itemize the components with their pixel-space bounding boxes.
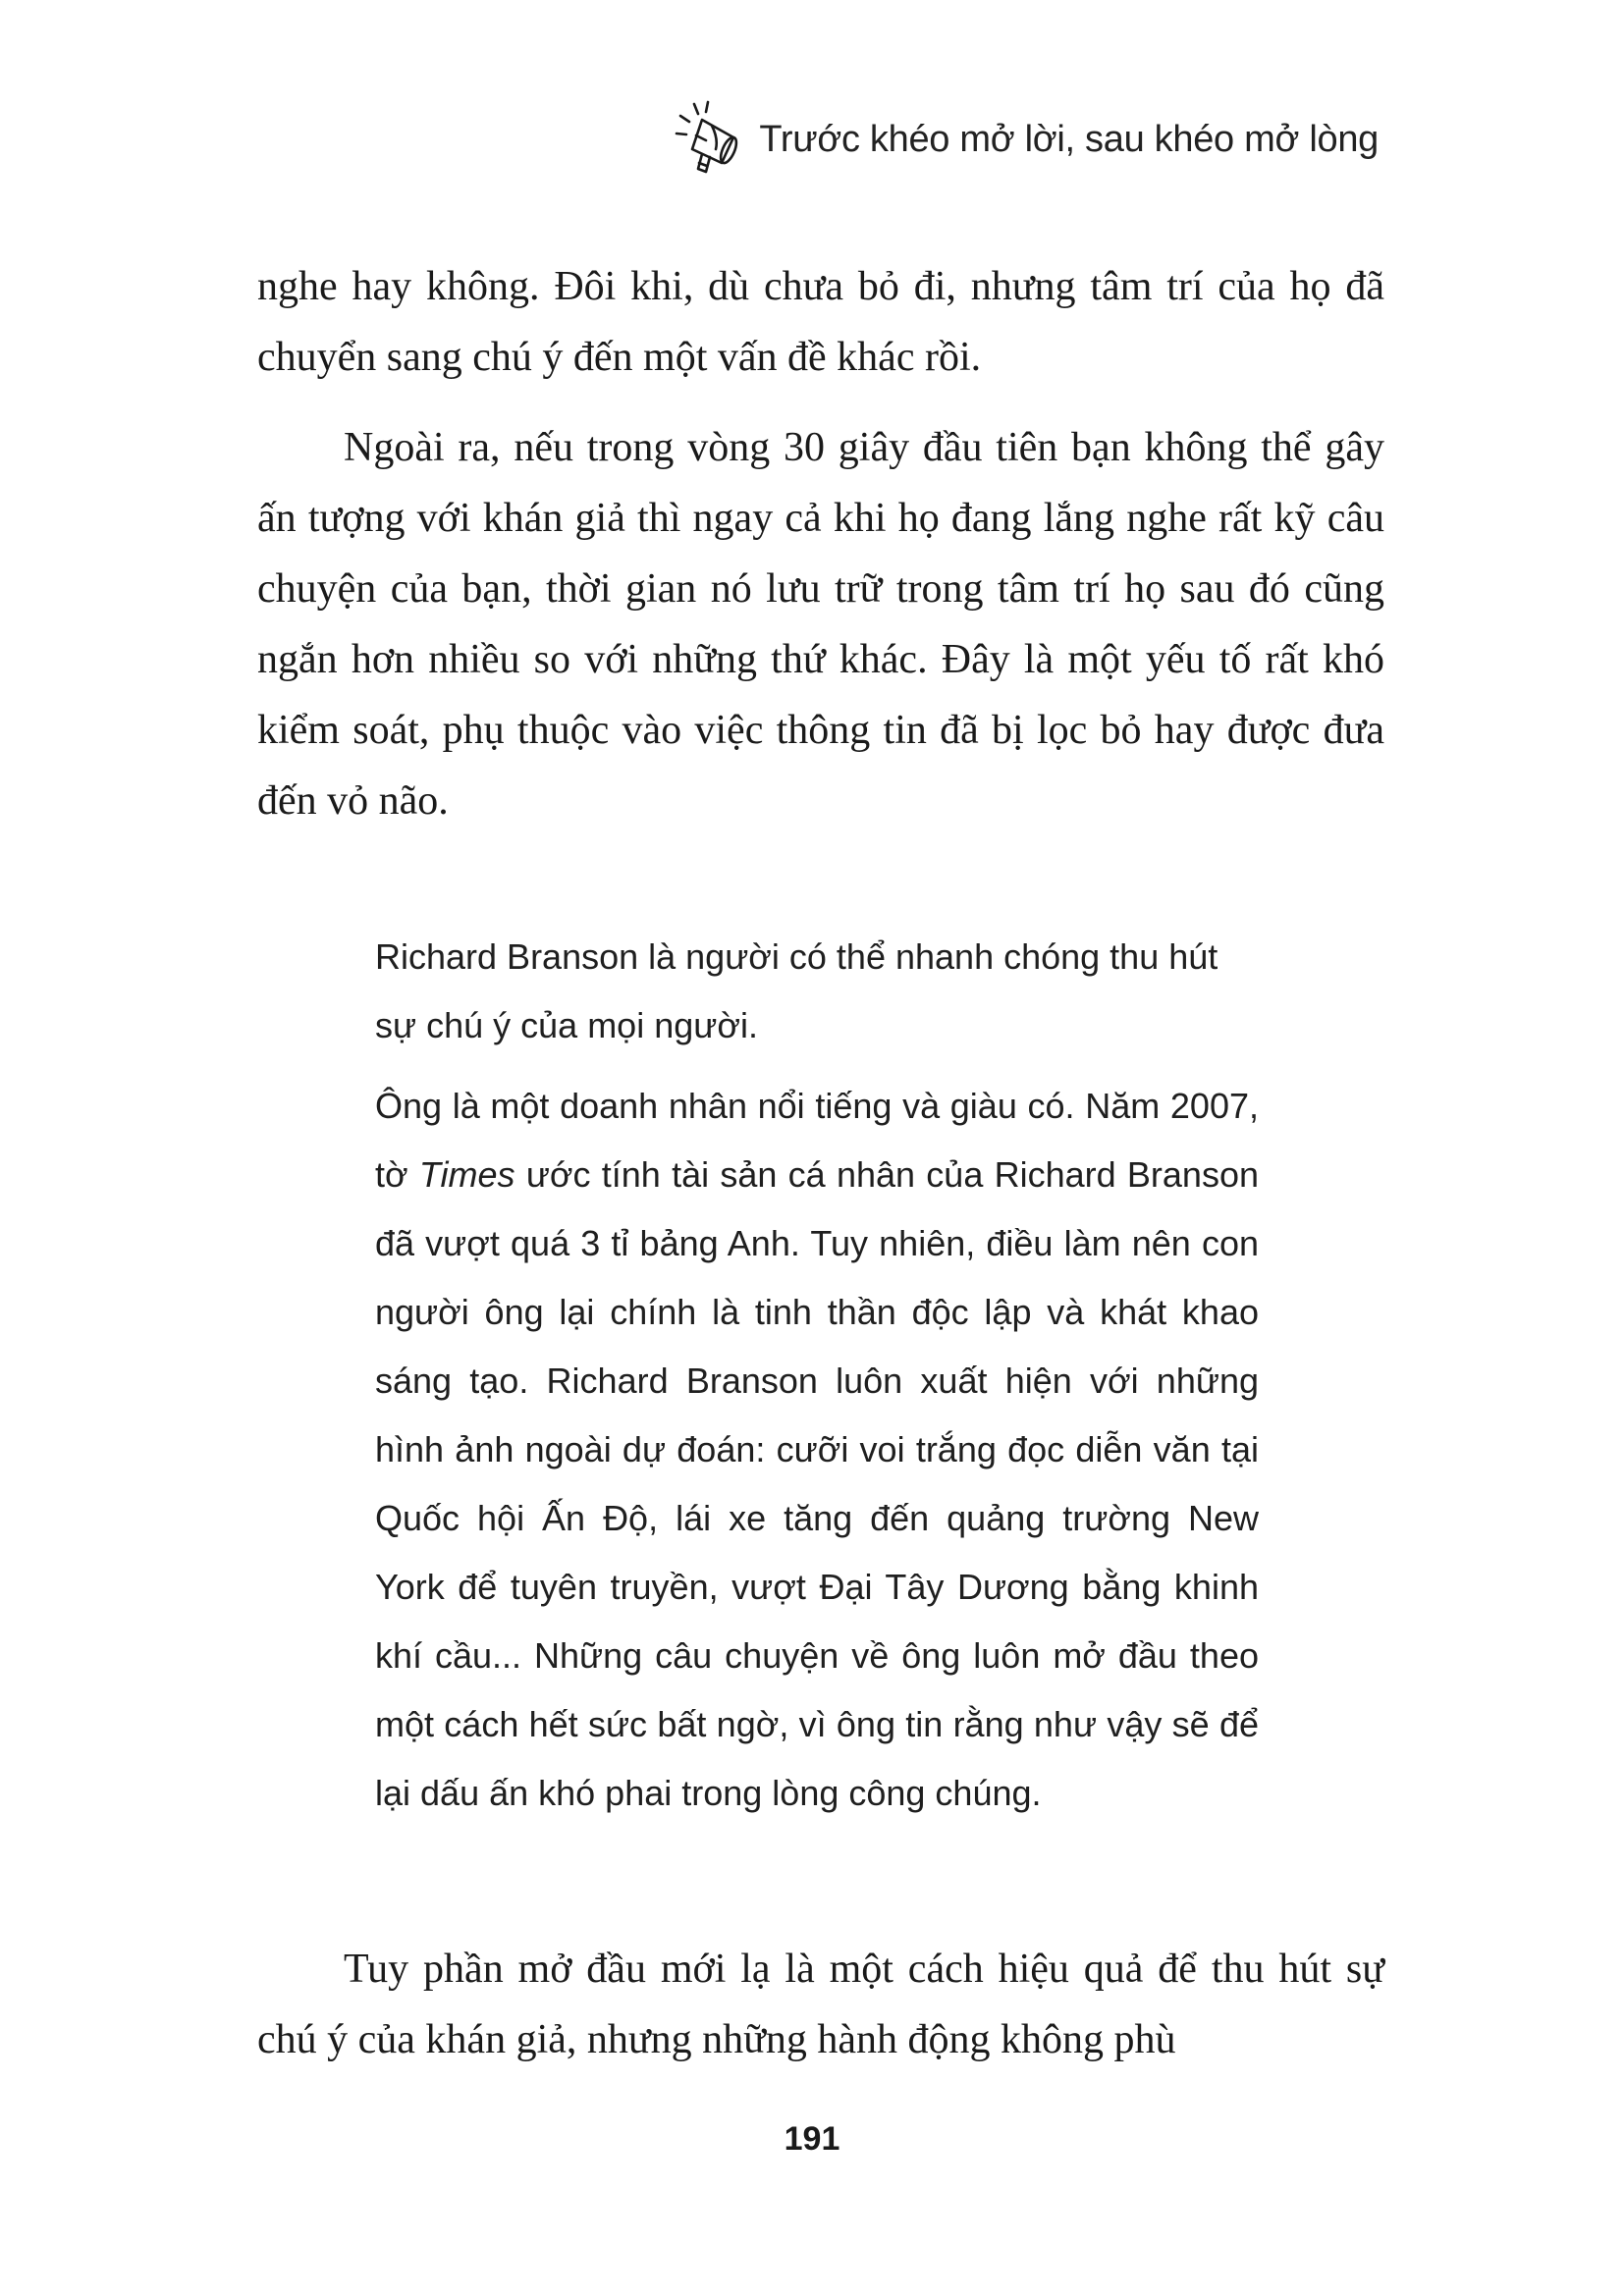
page-number: 191 bbox=[784, 2120, 840, 2158]
publication-name: Times bbox=[418, 1154, 515, 1195]
case-study-body bbox=[375, 1072, 1259, 1828]
body-paragraph: nghe hay không. Đôi khi, dù chưa bỏ đi, nhưng tâm trí của họ đã chuyển sang chú ý đến một vấn đề khác rồi. bbox=[257, 264, 1384, 380]
body-paragraph: Ngoài ra, nếu trong vòng 30 giây đầu tiên bạn không thể gây ấn tượng với khán giả thì ngay cả khi họ đang lắng nghe rất kỹ câu chuyện của bạn, thời gian nó lưu trữ trong tâm trí họ sau đó cũng ngắn hơn nhiều so với những thứ khác. Đây là một yếu tố rất khó kiểm soát, phụ thuộc vào việc thông tin đã bị lọc bỏ hay được đưa đến vỏ não. bbox=[257, 425, 1384, 824]
megaphone-icon bbox=[673, 98, 745, 181]
case-study-intro: Richard Branson là người có thể nhanh chóng thu hút sự chú ý của mọi người. bbox=[375, 936, 1218, 1045]
case-study-body-part: Ông là một doanh nhân nổi tiếng và giàu có. Năm 2007, tờ bbox=[375, 1086, 1259, 1195]
case-study-box bbox=[375, 923, 1259, 1840]
running-header-title: Trước khéo mở lời, sau khéo mở lòng bbox=[759, 118, 1379, 160]
running-header bbox=[673, 98, 1379, 181]
body-paragraph: Tuy phần mở đầu mới lạ là một cách hiệu quả để thu hút sự chú ý của khán giả, nhưng những hành động không phù bbox=[257, 1947, 1384, 2062]
case-study-body-part: ước tính tài sản cá nhân của Richard Branson đã vượt quá 3 tỉ bảng Anh. Tuy nhiên, điều làm nên con người ông lại chính là tinh thần độc lập và khát khao sáng tạo. Richard Branson luôn xuất hiện với những hình ảnh ngoài dự đoán: cưỡi voi trắng đọc diễn văn tại Quốc hội Ấn Độ, lái xe tăng đến quảng trường New York để tuyên truyền, vượt Đại Tây Dương bằng khinh khí cầu... Những câu chuyện về ông luôn mở đầu theo một cách hết sức bất ngờ, vì ông tin rằng như vậy sẽ để lại dấu ấn khó phai trong lòng công chúng. bbox=[375, 1154, 1259, 1813]
